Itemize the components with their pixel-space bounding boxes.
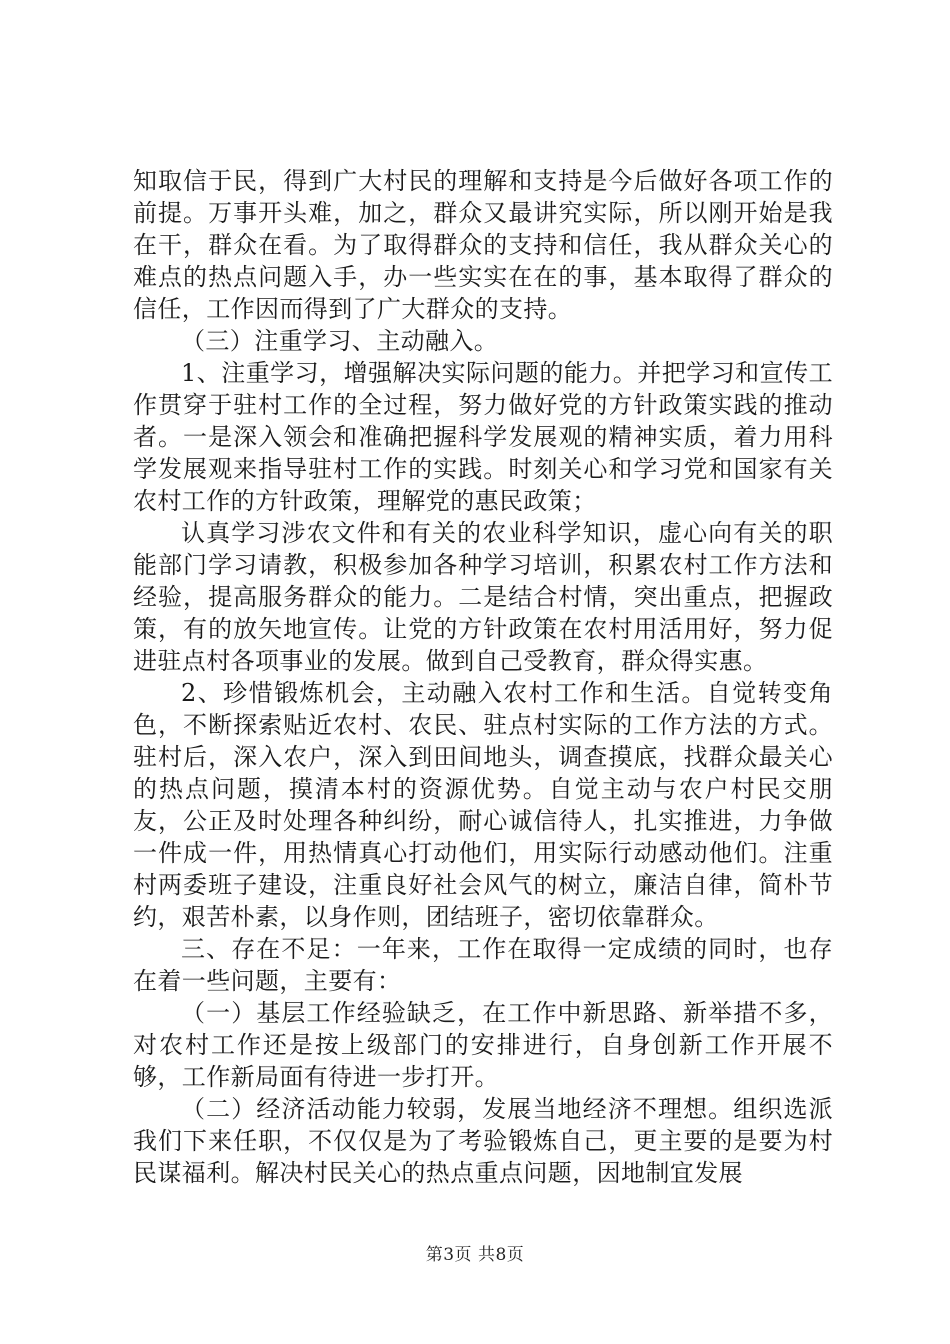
paragraph-3: 1、注重学习，增强解决实际问题的能力。并把学习和宣传工作贯穿于驻村工作的全过程，努力做好党的方针政策实践的推动者。一是深入领会和准确把握科学发展观的精神实质，着力用科学发展观来指导驻村工作的实践。时刻关心和学习党和国家有关农村工作的方针政策，理解党的惠民政策； [133,359,833,515]
document-body [133,165,833,1189]
paragraph-4: 认真学习涉农文件和有关的农业科学知识，虚心向有关的职能部门学习请教，积极参加各种学习培训，积累农村工作方法和经验，提高服务群众的能力。二是结合村情，突出重点，把握政策，有的放矢地宣传。让党的方针政策在农村用活用好，努力促进驻点村各项事业的发展。做到自己受教育，群众得实惠。 [133,519,833,675]
paragraph-1: 知取信于民，得到广大村民的理解和支持是今后做好各项工作的前提。万事开头难，加之，群众又最讲究实际，所以刚开始是我在干，群众在看。为了取得群众的支持和信任，我从群众关心的难点的热点问题入手，办一些实实在在的事，基本取得了群众的信任，工作因而得到了广大群众的支持。 [133,167,833,323]
page-number-footer: 第3页 共8页 [425,1245,525,1265]
paragraph-2-heading: （三）注重学习、主动融入。 [181,327,499,355]
paragraph-6: 三、存在不足：一年来，工作在取得一定成绩的同时，也存在着一些问题，主要有： [133,935,833,995]
paragraph-5: 2、珍惜锻炼机会，主动融入农村工作和生活。自觉转变角色，不断探索贴近农村、农民、驻点村实际的工作方法的方式。驻村后，深入农户，深入到田间地头，调查摸底，找群众最关心的热点问题，摸清本村的资源优势。自觉主动与农户村民交朋友，公正及时处理各种纠纷，耐心诚信待人，扎实推进，力争做一件成一件，用热情真心打动他们，用实际行动感动他们。注重村两委班子建设，注重良好社会风气的树立，廉洁自律，简朴节约，艰苦朴素，以身作则，团结班子，密切依靠群众。 [133,679,833,931]
paragraph-8: （二）经济活动能力较弱，发展当地经济不理想。组织选派我们下来任职，不仅仅是为了考验锻炼自己，更主要的是要为村民谋福利。解决村民关心的热点重点问题，因地制宜发展 [133,1095,833,1187]
paragraph-7: （一）基层工作经验缺乏，在工作中新思路、新举措不多，对农村工作还是按上级部门的安排进行，自身创新工作开展不够，工作新局面有待进一步打开。 [133,999,833,1091]
